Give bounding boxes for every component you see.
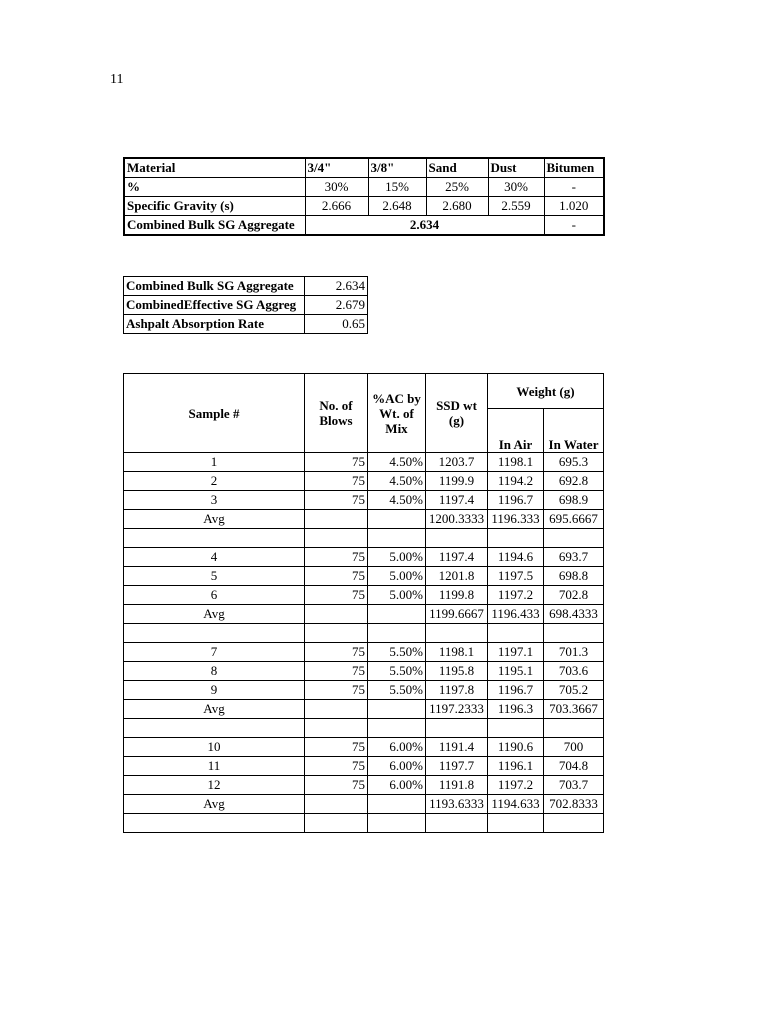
sample-number: 6 [124,586,305,605]
combined-bitumen: - [544,216,604,236]
header-in-air: In Air [488,409,544,453]
ac-value [368,795,426,814]
ac-value: 6.00% [368,757,426,776]
in-water-value [544,529,604,548]
ac-value: 5.50% [368,681,426,700]
sg-row [124,197,604,216]
blows-value: 75 [305,453,368,472]
in-water-value: 701.3 [544,643,604,662]
in-water-value: 704.8 [544,757,604,776]
in-air-value: 1198.1 [488,453,544,472]
in-air-value [488,814,544,833]
header-weight: Weight (g) [488,374,604,409]
header-blows: No. of Blows [305,374,368,453]
in-water-value: 703.3667 [544,700,604,719]
in-water-value: 702.8333 [544,795,604,814]
ac-value: 5.00% [368,586,426,605]
header-dust: Dust [488,158,544,178]
summary-label: CombinedEffective SG Aggreg [124,296,305,315]
ssd-value: 1199.9 [426,472,488,491]
ssd-value: 1191.4 [426,738,488,757]
ac-value: 5.50% [368,643,426,662]
sample-number: Avg [124,700,305,719]
in-air-value: 1196.7 [488,491,544,510]
blows-value [305,700,368,719]
ac-value [368,529,426,548]
blows-value [305,795,368,814]
in-water-value: 698.4333 [544,605,604,624]
ac-value [368,719,426,738]
in-air-value: 1197.2 [488,586,544,605]
in-water-value: 695.6667 [544,510,604,529]
in-water-value: 695.3 [544,453,604,472]
ac-value: 6.00% [368,738,426,757]
in-air-value [488,529,544,548]
table-row [124,453,604,472]
in-water-value: 698.9 [544,491,604,510]
blows-value: 75 [305,643,368,662]
blows-value [305,510,368,529]
ssd-value: 1197.2333 [426,700,488,719]
header-3-8: 3/8" [368,158,426,178]
header-in-water: In Water [544,409,604,453]
summary-row [124,315,368,334]
sample-number: 4 [124,548,305,567]
in-air-value: 1195.1 [488,662,544,681]
table-row [124,738,604,757]
in-air-value: 1196.433 [488,605,544,624]
summary-label: Ashpalt Absorption Rate [124,315,305,334]
ssd-value: 1201.8 [426,567,488,586]
summary-label: Combined Bulk SG Aggregate [124,277,305,296]
in-water-value: 700 [544,738,604,757]
sg-value: 2.559 [488,197,544,216]
ac-value [368,700,426,719]
ssd-value: 1198.1 [426,643,488,662]
in-air-value: 1196.333 [488,510,544,529]
ssd-value: 1191.8 [426,776,488,795]
combined-value: 2.634 [305,216,544,236]
summary-value: 0.65 [305,315,368,334]
summary-row [124,296,368,315]
in-air-value: 1196.1 [488,757,544,776]
header-sample: Sample # [124,374,305,453]
percent-value: - [544,178,604,197]
in-air-value: 1194.6 [488,548,544,567]
percent-row [124,178,604,197]
ac-value [368,510,426,529]
sample-number: 9 [124,681,305,700]
in-air-value: 1194.633 [488,795,544,814]
sg-value: 1.020 [544,197,604,216]
header-ssd: SSD wt (g) [426,374,488,453]
blows-value [305,605,368,624]
in-air-value: 1197.1 [488,643,544,662]
ac-value: 6.00% [368,776,426,795]
sample-number [124,719,305,738]
sample-number: 11 [124,757,305,776]
page-number: 11 [110,72,124,87]
average-row [124,700,604,719]
table-row [124,548,604,567]
sample-number: 8 [124,662,305,681]
ssd-value: 1199.8 [426,586,488,605]
in-water-value [544,814,604,833]
ssd-value [426,719,488,738]
table-row [124,586,604,605]
blows-value [305,814,368,833]
blows-value: 75 [305,491,368,510]
percent-value: 15% [368,178,426,197]
percent-value: 30% [305,178,368,197]
blows-value: 75 [305,548,368,567]
sample-number [124,529,305,548]
ac-value: 4.50% [368,453,426,472]
percent-value: 30% [488,178,544,197]
in-water-value: 698.8 [544,567,604,586]
table-row [124,662,604,681]
header-ac: %AC by Wt. of Mix [368,374,426,453]
blows-value [305,624,368,643]
average-row [124,605,604,624]
sample-number: 3 [124,491,305,510]
blows-value: 75 [305,681,368,700]
sg-value: 2.648 [368,197,426,216]
blank-row [124,814,604,833]
in-water-value [544,719,604,738]
table-row [124,681,604,700]
header-bitumen: Bitumen [544,158,604,178]
ssd-value [426,624,488,643]
blows-value: 75 [305,738,368,757]
blows-value [305,719,368,738]
percent-label: % [124,178,305,197]
blows-value: 75 [305,472,368,491]
ssd-value: 1197.4 [426,548,488,567]
sg-value: 2.666 [305,197,368,216]
ssd-value: 1200.3333 [426,510,488,529]
in-air-value: 1196.3 [488,700,544,719]
sample-number [124,624,305,643]
ssd-value: 1197.8 [426,681,488,700]
ssd-value: 1197.7 [426,757,488,776]
in-water-value: 703.6 [544,662,604,681]
sample-number: 7 [124,643,305,662]
ac-value: 5.00% [368,548,426,567]
blank-row [124,529,604,548]
materials-table [123,157,605,236]
in-water-value: 693.7 [544,548,604,567]
ac-value: 4.50% [368,472,426,491]
in-water-value: 692.8 [544,472,604,491]
ssd-value [426,814,488,833]
in-water-value: 705.2 [544,681,604,700]
average-row [124,795,604,814]
header-material: Material [124,158,305,178]
ac-value [368,814,426,833]
in-water-value [544,624,604,643]
table-row [124,757,604,776]
sample-number: 2 [124,472,305,491]
ssd-value: 1199.6667 [426,605,488,624]
table-row [124,491,604,510]
in-air-value: 1197.2 [488,776,544,795]
header-sand: Sand [426,158,488,178]
summary-value: 2.634 [305,277,368,296]
samples-table [123,373,604,833]
ssd-value: 1197.4 [426,491,488,510]
ac-value: 5.50% [368,662,426,681]
table-row [124,776,604,795]
in-air-value: 1194.2 [488,472,544,491]
average-row [124,510,604,529]
sample-number: 5 [124,567,305,586]
blows-value: 75 [305,662,368,681]
sg-label: Specific Gravity (s) [124,197,305,216]
sample-number: Avg [124,510,305,529]
sg-value: 2.680 [426,197,488,216]
sample-number: 12 [124,776,305,795]
blank-row [124,719,604,738]
blows-value: 75 [305,586,368,605]
combined-label: Combined Bulk SG Aggregate [124,216,305,236]
in-air-value [488,719,544,738]
sample-number [124,814,305,833]
table-row [124,643,604,662]
ac-value [368,605,426,624]
table-row [124,567,604,586]
sample-number: 1 [124,453,305,472]
ssd-value: 1203.7 [426,453,488,472]
ssd-value: 1193.6333 [426,795,488,814]
ac-value [368,624,426,643]
header-3-4: 3/4" [305,158,368,178]
samples-header-row [124,374,604,409]
blows-value: 75 [305,776,368,795]
in-air-value: 1197.5 [488,567,544,586]
combined-row [124,216,604,236]
percent-value: 25% [426,178,488,197]
ac-value: 5.00% [368,567,426,586]
in-air-value: 1196.7 [488,681,544,700]
in-water-value: 703.7 [544,776,604,795]
in-water-value: 702.8 [544,586,604,605]
table-row [124,472,604,491]
materials-header-row [124,158,604,178]
summary-value: 2.679 [305,296,368,315]
blows-value: 75 [305,757,368,776]
in-air-value: 1190.6 [488,738,544,757]
ssd-value [426,529,488,548]
blows-value: 75 [305,567,368,586]
summary-row [124,277,368,296]
summary-table [123,276,368,334]
in-air-value [488,624,544,643]
sample-number: Avg [124,795,305,814]
blank-row [124,624,604,643]
sample-number: 10 [124,738,305,757]
blows-value [305,529,368,548]
sample-number: Avg [124,605,305,624]
ac-value: 4.50% [368,491,426,510]
ssd-value: 1195.8 [426,662,488,681]
